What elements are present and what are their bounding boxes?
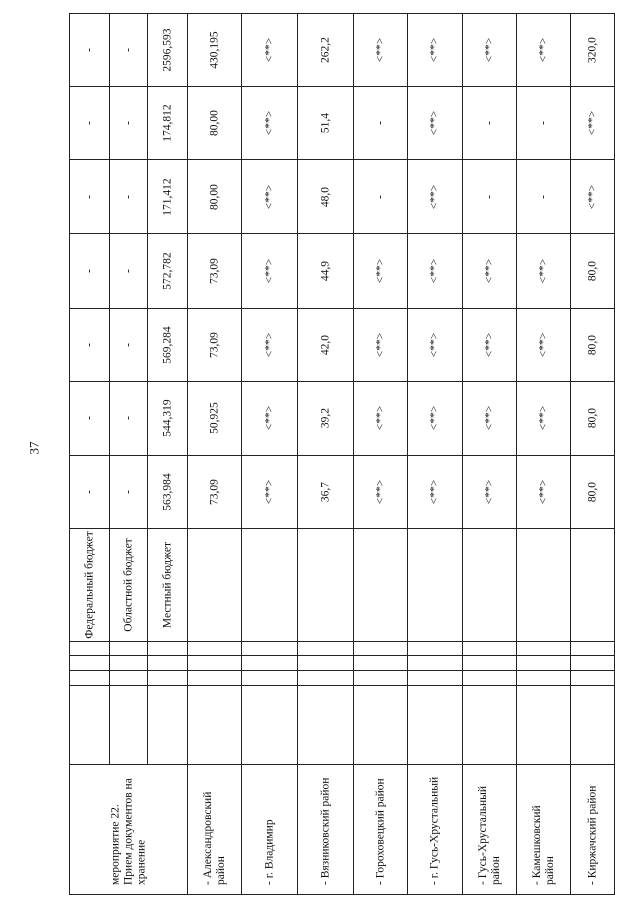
cell-value: 80,0 xyxy=(586,260,598,281)
cell-value: - xyxy=(122,194,134,199)
cell-value: <**> xyxy=(483,479,495,504)
cell-value: 36,7 xyxy=(319,481,331,502)
cell-value: <**> xyxy=(263,258,275,284)
cell-value: <**> xyxy=(483,332,495,358)
cell-value: 569,284 xyxy=(161,326,173,364)
cell-value: - xyxy=(374,121,386,126)
cell-value: - xyxy=(83,194,95,199)
cell-value: - xyxy=(122,268,134,273)
cell-value: 80,00 xyxy=(208,183,220,210)
cell-value: <**> xyxy=(242,14,298,87)
cell-value: 80,0 xyxy=(586,408,598,429)
cell-value: 430,195 xyxy=(188,14,242,87)
cell-value: 39,2 xyxy=(319,408,331,429)
cell-value: - xyxy=(122,343,134,348)
cell-value: <**> xyxy=(374,406,386,431)
cell-event-total: - xyxy=(110,14,148,87)
cell-value: - xyxy=(483,194,495,199)
cell-value: 262,2 xyxy=(298,14,354,87)
cell-value: - xyxy=(83,343,95,348)
cell-value: <**> xyxy=(263,111,275,136)
district-name: - Гороховецкий район xyxy=(374,777,386,885)
cell-event-total: - xyxy=(70,14,110,87)
cell-value: - xyxy=(374,194,386,199)
district-name: - Камешковский район xyxy=(530,804,556,885)
cell-value: <**> xyxy=(263,406,275,431)
cell-value: <**> xyxy=(374,332,386,358)
budget-table-rotated xyxy=(69,13,614,895)
district-name: - г. Владимир xyxy=(263,819,275,885)
budget-table xyxy=(69,13,615,895)
cell-value: <**> xyxy=(428,258,441,284)
cell-value: <**> xyxy=(483,258,495,284)
cell-value: 73,09 xyxy=(208,257,220,284)
cell-value: - xyxy=(122,121,134,126)
cell-value: <**> xyxy=(428,479,441,504)
district-name: - Киржачский район xyxy=(586,785,598,885)
district-name: - Гусь-Хрустальный район xyxy=(476,785,502,885)
budget-label-local: Местный бюджет xyxy=(161,541,173,628)
cell-value: - xyxy=(83,416,95,421)
cell-value: - xyxy=(122,489,134,494)
cell-value: <**> xyxy=(517,14,571,87)
budget-label-federal: Федеральный бюджет xyxy=(83,530,95,639)
cell-value: <**> xyxy=(374,258,386,284)
cell-value: 50,925 xyxy=(208,402,220,435)
district-name: - Александровский район xyxy=(201,791,227,885)
cell-value: <**> xyxy=(408,14,463,87)
cell-value: <**> xyxy=(263,332,275,358)
cell-value: <**> xyxy=(374,479,386,504)
cell-value: 80,0 xyxy=(586,335,598,356)
cell-value: <**> xyxy=(586,111,598,136)
cell-value: 572,782 xyxy=(161,252,173,290)
cell-value: 544,319 xyxy=(161,399,173,438)
event-name-cell: мероприятие 22. Прием документов на хранение xyxy=(70,765,188,895)
cell-value: <**> xyxy=(428,184,441,209)
cell-value: <**> xyxy=(428,406,441,431)
cell-value: <**> xyxy=(586,184,598,209)
cell-value: - xyxy=(83,121,95,126)
cell-value: <**> xyxy=(483,406,495,431)
cell-value: <**> xyxy=(537,332,549,358)
cell-value: - xyxy=(537,121,549,126)
district-name: - Вязниковский район xyxy=(319,777,331,885)
cell-value: 320,0 xyxy=(571,14,615,87)
cell-value: 563,984 xyxy=(161,472,173,511)
cell-value: 73,09 xyxy=(208,478,220,505)
page-number: 37 xyxy=(26,441,42,455)
cell-value: <**> xyxy=(428,111,441,136)
cell-value: 48,0 xyxy=(319,186,331,207)
cell-value: <**> xyxy=(537,479,549,504)
cell-value: - xyxy=(122,416,134,421)
cell-value: <**> xyxy=(263,479,275,504)
cell-value: 174,812 xyxy=(161,104,173,143)
cell-value: - xyxy=(83,268,95,273)
district-name: - г. Гусь-Хрустальный xyxy=(428,776,441,885)
cell-value: 73,09 xyxy=(208,332,220,359)
cell-value: 42,0 xyxy=(319,335,331,356)
cell-value: <**> xyxy=(263,184,275,209)
cell-value: 171,412 xyxy=(161,177,173,216)
cell-value: - xyxy=(83,489,95,494)
cell-value: 51,4 xyxy=(319,113,331,134)
budget-label-regional: Областной бюджет xyxy=(122,538,134,632)
cell-value: <**> xyxy=(428,332,441,358)
cell-value: <**> xyxy=(463,14,517,87)
cell-value: <**> xyxy=(354,14,408,87)
cell-value: 80,00 xyxy=(208,110,220,137)
cell-value: <**> xyxy=(537,258,549,284)
cell-value: 80,0 xyxy=(586,481,598,502)
cell-value: - xyxy=(483,121,495,126)
cell-value: 44,9 xyxy=(319,260,331,281)
cell-value: - xyxy=(537,194,549,199)
cell-event-total: 2596,593 xyxy=(148,14,188,87)
cell-value: <**> xyxy=(537,406,549,431)
